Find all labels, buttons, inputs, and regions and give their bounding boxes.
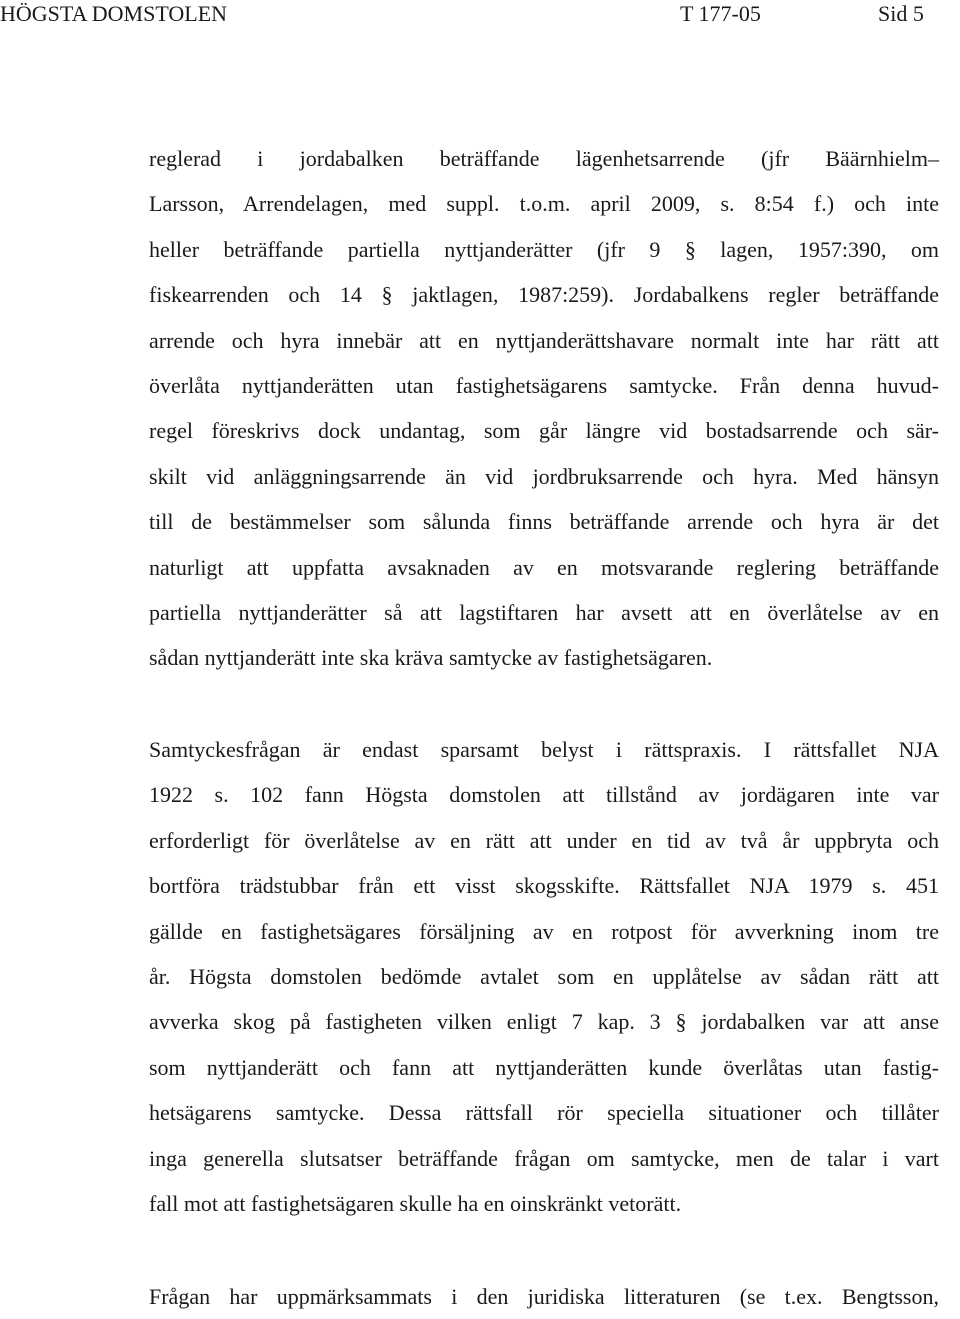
text-line: Frågan har uppmärksammats i den juridiska litteraturen (se t.ex. Bengtsson,	[149, 1284, 939, 1309]
text-line: fiskearrenden och 14 § jaktlagen, 1987:259). Jordabalkens regler beträffande	[149, 282, 939, 308]
text-line: skilt vid anläggningsarrende än vid jordbruksarrende och hyra. Med hänsyn	[149, 463, 939, 489]
paragraph-3	[149, 1274, 939, 1319]
text-line: som nyttjanderätt och fann att nyttjanderätten kunde överlåtas utan fastig-	[149, 1054, 939, 1080]
text-line: inga generella slutsatser beträffande frågan om samtycke, men de talar i vart	[149, 1145, 939, 1171]
text-line: bortföra trädstubbar från ett visst skogsskifte. Rättsfallet NJA 1979 s. 451	[149, 873, 939, 899]
text-line: sådan nyttjanderätt inte ska kräva samtycke av fastighetsägaren.	[149, 645, 713, 671]
text-line: Larsson, Arrendelagen, med suppl. t.o.m. april 2009, s. 8:54 f.) och inte	[149, 191, 939, 217]
text-line: till de bestämmelser som sålunda finns beträffande arrende och hyra är det	[149, 509, 939, 535]
text-line: reglerad i jordabalken beträffande lägenhetsarrende (jfr Bäärnhielm–	[149, 146, 939, 171]
paragraph-1	[149, 136, 939, 681]
paragraph-2	[149, 727, 939, 1226]
page-number: Sid 5	[878, 1, 924, 26]
text-line: Samtyckesfrågan är endast sparsamt belyst i rättspraxis. I rättsfallet NJA	[149, 737, 939, 762]
case-number: T 177-05	[680, 1, 761, 26]
text-line: erforderligt för överlåtelse av en rätt att under en tid av två år uppbryta och	[149, 827, 939, 853]
page-header	[0, 0, 960, 30]
text-line: naturligt att uppfatta avsaknaden av en motsvarande reglering beträffande	[149, 554, 939, 580]
text-line: fall mot att fastighetsägaren skulle ha en oinskränkt vetorätt.	[149, 1191, 682, 1217]
text-line: partiella nyttjanderätter så att lagstiftaren har avsett att en överlåtelse av en	[149, 600, 939, 626]
text-line: hetsägarens samtycke. Dessa rättsfall rör speciella situationer och tillåter	[149, 1100, 939, 1126]
text-line: arrende och hyra innebär att en nyttjanderättshavare normalt inte har rätt att	[149, 327, 939, 353]
text-line: regel föreskrivs dock undantag, som går längre vid bostadsarrende och sär-	[149, 418, 939, 444]
text-line: 1922 s. 102 fann Högsta domstolen att tillstånd av jordägaren inte var	[149, 782, 939, 808]
court-name: HÖGSTA DOMSTOLEN	[0, 1, 228, 26]
text-line: år. Högsta domstolen bedömde avtalet som en upplåtelse av sådan rätt att	[149, 964, 939, 990]
text-line: heller beträffande partiella nyttjanderätter (jfr 9 § lagen, 1957:390, om	[149, 236, 939, 262]
text-line: överlåta nyttjanderätten utan fastighetsägarens samtycke. Från denna huvud-	[149, 373, 939, 399]
text-line: gällde en fastighetsägares försäljning av en rotpost för avverkning inom tre	[149, 918, 939, 944]
text-line: avverka skog på fastigheten vilken enligt 7 kap. 3 § jordabalken var att anse	[149, 1009, 939, 1035]
